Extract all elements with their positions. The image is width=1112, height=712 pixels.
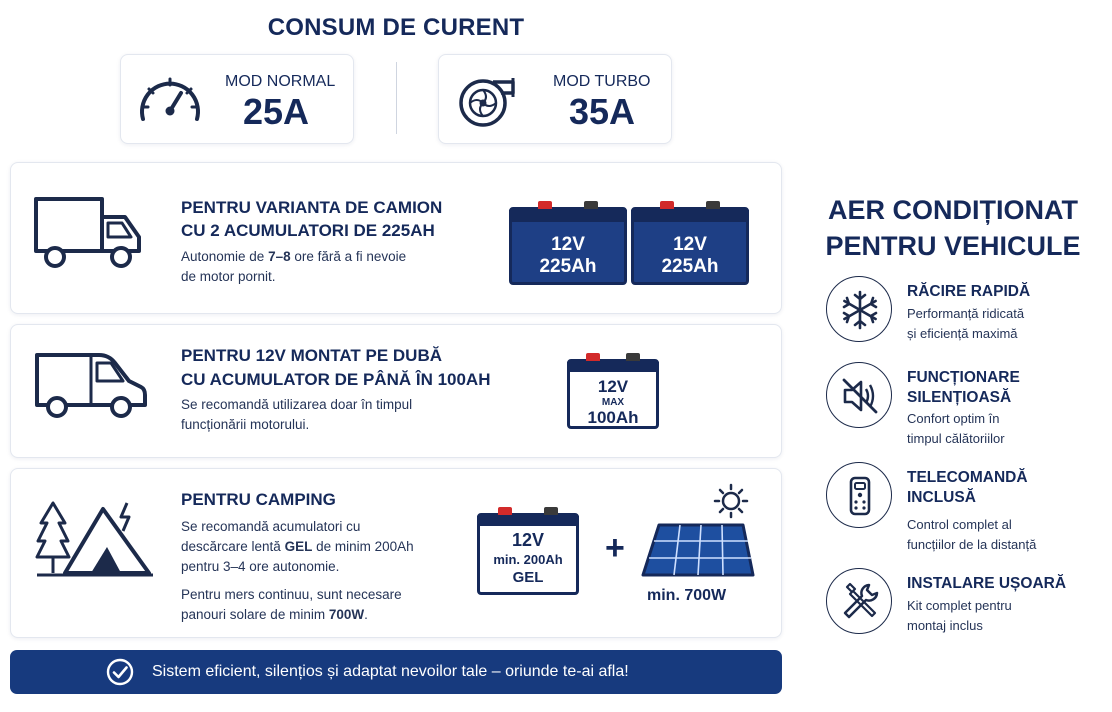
feature-silent-desc2: timpul călătoriilor xyxy=(907,431,1005,446)
mode-normal-value: 25A xyxy=(243,91,310,132)
footer-banner xyxy=(10,650,782,694)
truck-icon xyxy=(33,193,145,278)
battery-gel-type: GEL xyxy=(512,569,544,586)
battery-100ah-max: MAX xyxy=(601,397,625,408)
mode-turbo-value: 35A xyxy=(569,91,636,132)
battery-gel-200ah xyxy=(477,513,579,595)
van-description-line1: Se recomandă utilizarea doar în timpul xyxy=(181,397,413,412)
remote-control-icon xyxy=(826,462,892,528)
mode-divider xyxy=(396,62,397,134)
tent-icon xyxy=(35,495,155,584)
solar-panel-icon xyxy=(637,483,757,588)
feature-remote-desc2: funcțiilor de la distanță xyxy=(907,537,1037,552)
van-icon xyxy=(33,347,149,426)
camping-title: PENTRU CAMPING xyxy=(181,490,336,509)
camping-description-line1: Se recomandă acumulatori cu xyxy=(181,519,361,534)
feature-silent xyxy=(826,362,1106,452)
feature-easy-install-desc2: montaj inclus xyxy=(907,618,983,633)
camping-description-line2: descărcare lentă GEL de minim 200Ah xyxy=(181,539,414,554)
truck-title-line2: CU 2 ACUMULATORI DE 225AH xyxy=(181,221,435,240)
van-title-line1: PENTRU 12V MONTAT PE DUBĂ xyxy=(181,346,443,365)
camping-use-case-card xyxy=(10,468,782,638)
feature-easy-install-desc1: Kit complet pentru xyxy=(907,598,1012,613)
truck-use-case-card xyxy=(10,162,782,314)
mode-turbo-label: MOD TURBO xyxy=(553,73,651,90)
truck-title-line1: PENTRU VARIANTA DE CAMION xyxy=(181,198,443,217)
consumption-title: CONSUM DE CURENT xyxy=(267,14,525,41)
battery-gel-voltage: 12V xyxy=(511,530,545,550)
check-circle-icon xyxy=(106,658,134,691)
speedometer-icon xyxy=(135,69,205,131)
feature-fast-cooling-desc2: și eficiență maximă xyxy=(907,326,1018,341)
camping-description-line4: Pentru mers continuu, sunt necesare xyxy=(181,587,402,602)
feature-easy-install-title: INSTALARE UȘOARĂ xyxy=(907,575,1067,592)
feature-fast-cooling xyxy=(826,276,1106,346)
footer-text: Sistem eficient, silențios și adaptat nevoilor tale – oriunde te-ai afla! xyxy=(152,663,629,680)
battery-225ah-2 xyxy=(631,207,749,285)
feature-remote xyxy=(826,462,1106,552)
van-description-line2: funcționării motorului. xyxy=(181,417,310,432)
battery-100ah-voltage: 12V xyxy=(597,377,629,396)
truck-description: Autonomie de 7–8 ore fără a fi nevoie xyxy=(181,249,407,264)
battery-100ah xyxy=(567,359,659,429)
plus-sign: + xyxy=(605,529,625,567)
truck-description-line2: de motor pornit. xyxy=(181,269,276,284)
battery-225ah-1 xyxy=(509,207,627,285)
tools-icon xyxy=(826,568,892,634)
feature-silent-title: FUNCȚIONARE SILENȚIOASĂ xyxy=(907,369,1020,406)
feature-easy-install xyxy=(826,568,1106,638)
snowflake-icon xyxy=(826,276,892,342)
battery-2-capacity: 225Ah xyxy=(661,256,719,277)
mode-normal-card xyxy=(120,54,354,144)
battery-2-voltage: 12V xyxy=(673,234,707,255)
mode-turbo-card xyxy=(438,54,672,144)
battery-1-voltage: 12V xyxy=(551,234,585,255)
van-title-line2: CU ACUMULATOR DE PÂNĂ ÎN 100AH xyxy=(181,370,491,389)
van-use-case-card xyxy=(10,324,782,458)
feature-remote-title: TELECOMANDĂ INCLUSĂ xyxy=(907,469,1028,506)
battery-1-capacity: 225Ah xyxy=(539,256,597,277)
feature-fast-cooling-title: RĂCIRE RAPIDĂ xyxy=(907,283,1031,300)
feature-remote-desc1: Control complet al xyxy=(907,517,1012,532)
feature-silent-desc1: Confort optim în xyxy=(907,411,1000,426)
turbo-icon xyxy=(453,69,523,131)
camping-description-line5: panouri solare de minim 700W. xyxy=(181,607,368,622)
battery-100ah-capacity: 100Ah xyxy=(587,408,639,427)
solar-panel-label: min. 700W xyxy=(647,587,727,604)
mute-speaker-icon xyxy=(826,362,892,428)
ac-title: AER CONDIȚIONAT PENTRU VEHICULE xyxy=(825,195,1081,261)
battery-gel-capacity: min. 200Ah xyxy=(493,552,563,567)
mode-normal-label: MOD NORMAL xyxy=(225,73,336,90)
camping-description-line3: pentru 3–4 ore autonomie. xyxy=(181,559,340,574)
feature-fast-cooling-desc1: Performanță ridicată xyxy=(907,306,1025,321)
